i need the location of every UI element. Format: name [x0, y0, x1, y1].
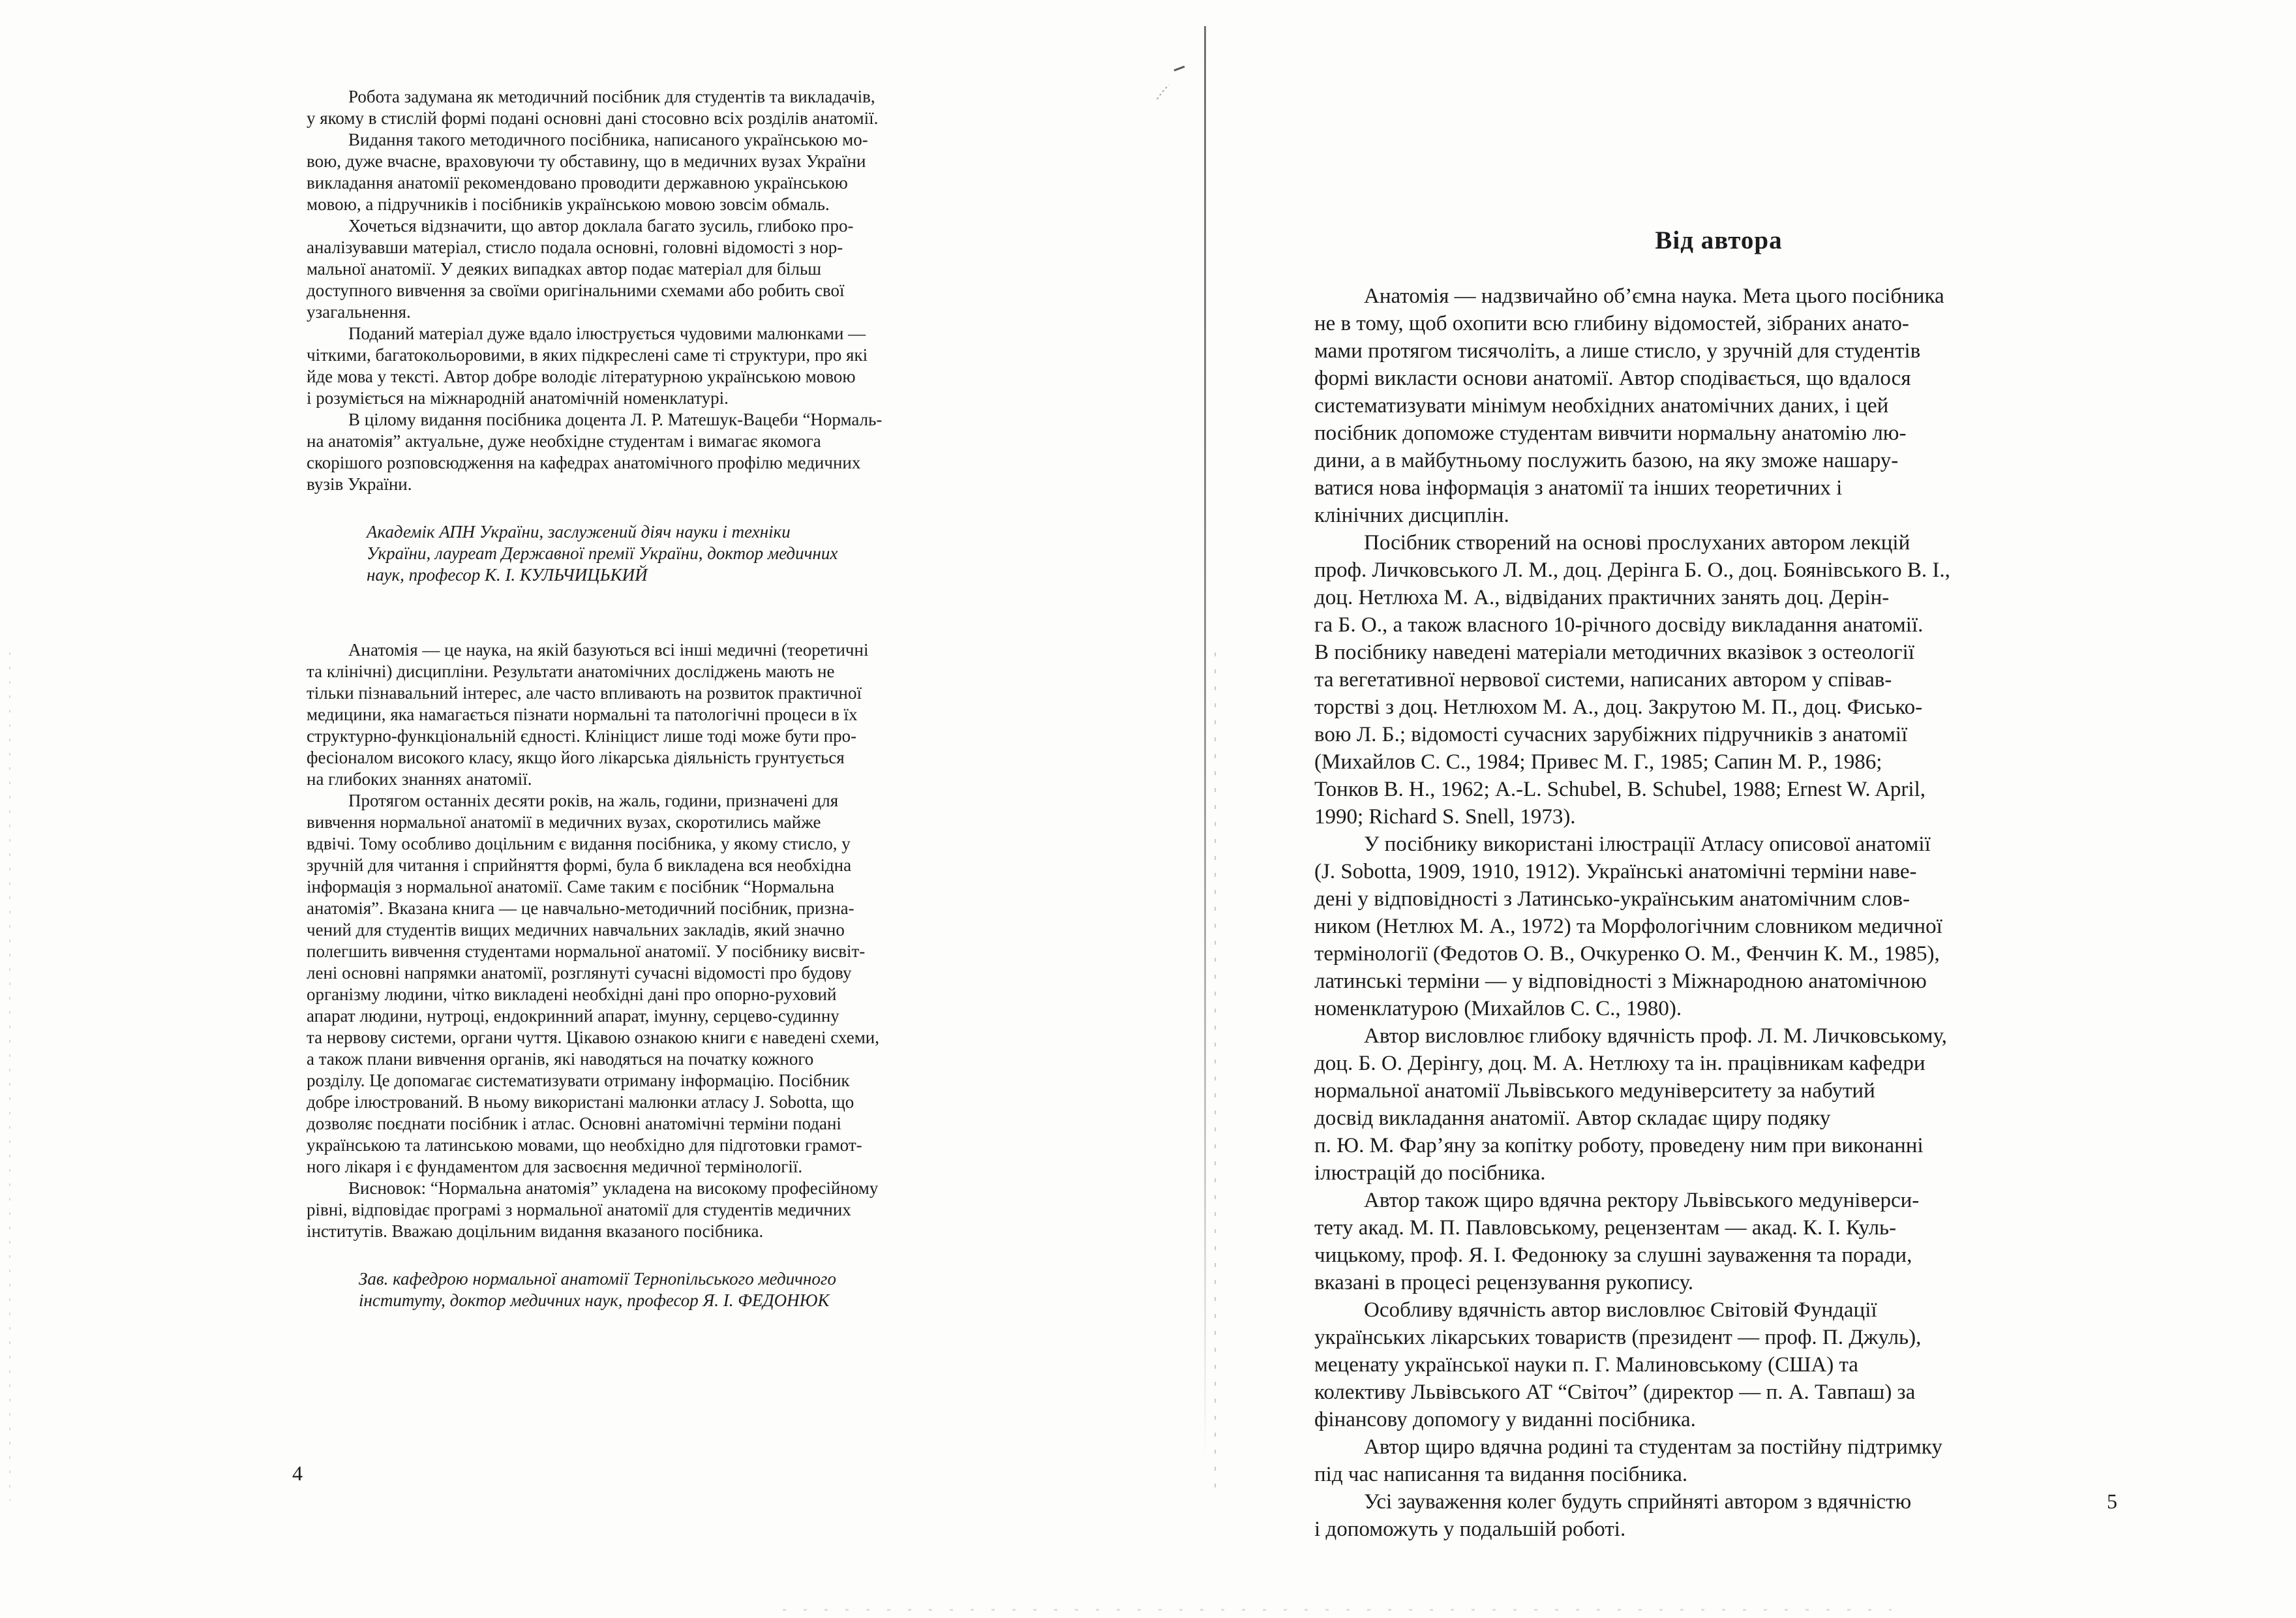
- right-paragraph: Посібник створений на основі прослуханих автором лекцій проф. Личковського Л. М., доц. Дерінга Б. О., доц. Боянівського В. І., доц. Нетлюха М. А., відвіданих практичних занять доц. Дерін- га Б. О., а також власного 10-річного досвіду викладання анатомії. В посібнику наведені матеріали методичних вказівок з остеології та вегетативної нервової системи, написаних автором у співав- торстві з доц. Нетлюхом М. А., доц. Закрутою М. П., доц. Фисько- вою Л. Б.; відомості сучасних зарубіжних підручників з анатомії (Михайлов С. С., 1984; Привес М. Г., 1985; Сапин М. Р., 1986; Тонков В. Н., 1962; A.-L. Schubel, B. Schubel, 1988; Ernest W. April, 1990; Richard S. Snell, 1973).: [1314, 531, 1950, 829]
- right-paragraph: Анатомія — надзвичайно об’ємна наука. Мета цього посібника не в тому, щоб охопити всю глибину відомостей, зібраних анато- мами протягом тисячоліть, а лише стисло, у зручній для студентів формі викласти основи анатомії. Автор сподівається, що вдалося систематизувати мінімум необхідних анатомічних даних, і цей посібник допоможе студентам вивчити нормальну анатомію лю- дини, а в майбутньому послужить базою, на яку зможе нашару- ватися нова інформація з анатомії та інших теоретичних і клінічних дисциплін.: [1314, 284, 1944, 527]
- left-paragraph: Висновок: “Нормальна анатомія” укладена на високому професійному рівні, відповідає програмі з нормальної анатомії для студентів медичних інститутів. Вважаю доцільним видання вказаного посібника.: [307, 1178, 879, 1241]
- pencil-mark-icon: [1155, 65, 1187, 104]
- page-number-right: 5: [2107, 1489, 2117, 1513]
- right-paragraph: Автор висловлює глибоку вдячність проф. Л. М. Личковському, доц. Б. О. Дерінгу, доц. М. А. Нетлюху та ін. працівникам кафедри нормальної анатомії Львівського медуніверситету за набутий досвід викладання анатомії. Автор складає щиру подяку п. Ю. М. Фар’яну за копітку роботу, проведену ним при виконанні ілюстрацій до посібника.: [1314, 1024, 1947, 1185]
- right-paragraph: Автор щиро вдячна родині та студентам за постійну підтримку під час написання та видання посібника.: [1314, 1435, 1942, 1486]
- page-number-left: 4: [292, 1461, 303, 1485]
- right-paragraph: Усі зауваження колег будуть сприйняті автором з вдячністю і допоможуть у подальшій роботі.: [1314, 1490, 1912, 1541]
- left-page: [307, 86, 1109, 1311]
- right-paragraph: Особливу вдячність автор висловлює Світовій Фундації українських лікарських товариств (президент — проф. П. Джуль), меценату української науки п. Г. Малиновському (США) та колективу Львівського АТ “Світоч” (директор — п. А. Тавпаш) за фінансову допомогу у виданні посібника.: [1314, 1298, 1922, 1431]
- left-paragraph: Поданий матеріал дуже вдало ілюструється чудовими малюнками — чіткими, багатокольоровими, в яких підкреслені саме ті структури, про які йде мова у тексті. Автор добре володіє літературною українською мовою і розуміється на міжнародній анатомічній номенклатурі.: [307, 324, 868, 408]
- left-paragraph: Хочеться відзначити, що автор доклала багато зусиль, глибоко про- аналізувавши матеріал, стисло подала основні, головні відомості з нор- мальної анатомії. У деяких випадках автор подає матеріал для більш доступного вивчення за своїми оригінальними схемами або робить свої узагальнення.: [307, 216, 854, 322]
- right-paragraph: Автор також щиро вдячна ректору Львівського медуніверси- тету акад. М. П. Павловському, рецензентам — акад. К. І. Куль- чицькому, проф. Я. І. Федонюку за слушні зауваження та поради, вказані в процесі рецензування рукопису.: [1314, 1189, 1920, 1294]
- scan-artifact-dots: [1215, 652, 1216, 1501]
- reviewer-signature-kulchytskyi: Академік АПН України, заслужений діяч науки і техніки України, лауреат Державної премії України, доктор медичних наук, професор К. І. КУЛЬЧИЦЬКИЙ: [367, 522, 838, 585]
- scan-edge-dots: [9, 652, 10, 1501]
- gutter-fold: [1204, 26, 1206, 1461]
- left-paragraph: Видання такого методичного посібника, написаного українською мо- вою, дуже вчасне, враховуючи ту обставину, що в медичних вузах України викладання анатомії рекомендовано проводити державною українською мовою, а підручників і посібників українською мовою зовсім обмаль.: [307, 130, 868, 214]
- left-paragraph: Протягом останніх десяти років, на жаль, години, призначені для вивчення нормальної анатомії в медичних вузах, скоротились майже вдвічі. Тому особливо доцільним є видання посібника, у якому стисло, у зручній для читання і сприйняття формі, була б викладена вся необхідна інформація з нормальної анатомії. Саме таким є посібник “Нормальна анатомія”. Вказана книга — це навчально-методичний посібник, призна- чений для студентів вищих медичних навчальних закладів, який значно полегшить вивчення студентами нормальної анатомії. У посібнику висвіт- лені основні напрямки анатомії, розглянуті сучасні відомості про будову організму людини, чітко викладені необхідні дані про опорно-руховий апарат людини, нутроці, ендокринний апарат, імунну, серцево-судинну та нервову системи, органи чуття. Цікавою ознакою книги є наведені схеми, а також плани вивчення органів, які наводяться на початку кожного розділу. Це допомагає систематизувати отриману інформацію. Посібник добре ілюстрований. В ньому використані малюнки атласу J. Sobotta, що дозволяє поєднати посібник і атлас. Основні анатомічні терміни подані українською та латинською мовами, що необхідно для підготовки грамот- ного лікаря і є фундаментом для засвоєння медичної термінології.: [307, 791, 879, 1176]
- left-paragraph: Робота задумана як методичний посібник для студентів та викладачів, у якому в стислій формі подані основні дані стосовно всіх розділів анатомії.: [307, 87, 879, 128]
- left-paragraph: В цілому видання посібника доцента Л. Р. Матешук-Вацеби “Нормаль- на анатомія” актуальне, дуже необхідне студентам і вимагає якомога скорішого розповсюдження на кафедрах анатомічного профілю медичних вузів України.: [307, 410, 883, 494]
- right-paragraph: У посібнику використані ілюстрації Атласу описової анатомії (J. Sobotta, 1909, 1910, 1912). Українські анатомічні терміни наве- дені у відповідності з Латинсько-українським анатомічним слов- ником (Нетлюх М. А., 1972) та Морфологічним словником медичної термінології (Федотов О. В., Очкуренко О. М., Фенчин К. М., 1985), латинські терміни — у відповідності з Міжнародною анатомічною номенклатурою (Михайлов С. С., 1980).: [1314, 832, 1942, 1020]
- right-page: [1314, 225, 2123, 1543]
- left-paragraph: Анатомія — це наука, на якій базуються всі інші медичні (теоретичні та клінічні) дисципліни. Результати анатомічних досліджень мають не тільки пізнавальний інтерес, але часто впливають на розвиток практичної медицини, яка намагається пізнати нормальні та патологічні процеси в їх структурно-функціональній єдності. Клініцист лише тоді може бути про- фесіоналом високого класу, якщо його лікарська діяльність грунтується на глибоких знаннях анатомії.: [307, 640, 869, 789]
- reviewer-signature-fedoniuk: Зав. кафедрою нормальної анатомії Тернопільського медичного інституту, доктор медичних наук, професор Я. І. ФЕДОНЮК: [359, 1269, 836, 1310]
- section-spacer: [307, 586, 1109, 639]
- section-title: Від автора: [1655, 226, 1783, 254]
- scan-bottom-noise: [783, 1609, 1892, 1611]
